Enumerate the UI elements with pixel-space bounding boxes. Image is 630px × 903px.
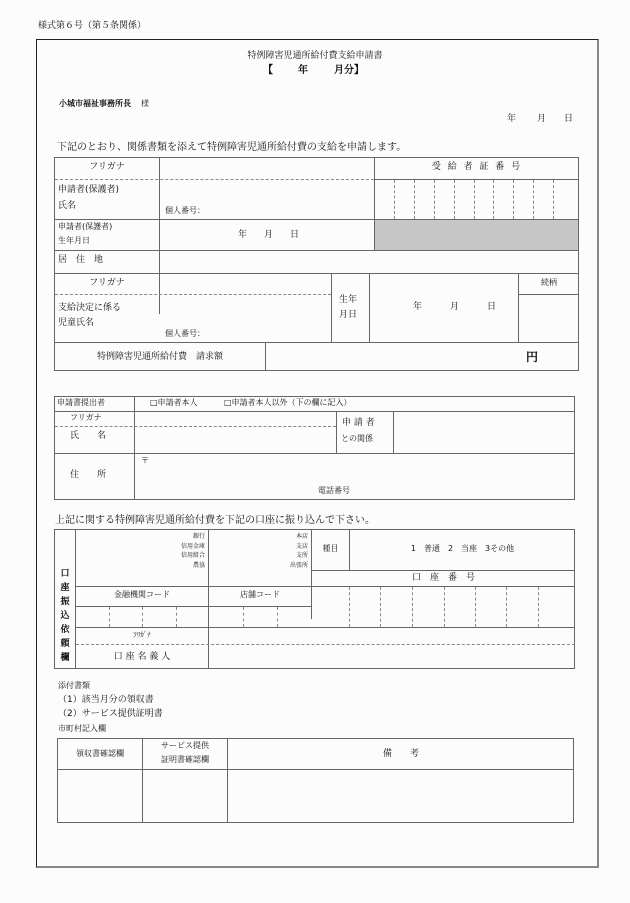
bank-intro: 上記に関する特例障害児通所給付費を下記の口座に振り込んで下さい。 xyxy=(55,515,375,526)
applicant-furigana-label: フリガナ xyxy=(89,162,125,172)
form-title: 特例障害児通所給付費支給申請書 xyxy=(247,51,383,61)
service-cert-check-label-1: サービス提供 xyxy=(161,741,209,750)
submitter-relation-field[interactable] xyxy=(394,412,574,453)
applicant-dob-label-1: 申請者(保護者) xyxy=(58,222,113,231)
submitter-option-other[interactable]: □申請者本人以外（下の欄に記入） xyxy=(224,398,352,407)
side-char: 頼 xyxy=(60,639,70,649)
branch-type: 支店 xyxy=(295,542,308,550)
phone-label: 電話番号 xyxy=(318,486,350,495)
period-year: 年 xyxy=(298,65,308,76)
attachment-item: （2）サービス提供証明書 xyxy=(58,709,163,719)
relationship-label: 続柄 xyxy=(541,278,557,287)
submitter-name-label: 氏 名 xyxy=(70,431,107,441)
child-personal-number-label: 個人番号： xyxy=(165,329,205,338)
applicant-name-label-2: 氏名 xyxy=(58,201,77,211)
recipient-cert-label: 受 給 者 証 番 号 xyxy=(431,162,523,172)
attachment-item: （1）該当月分の領収書 xyxy=(58,695,154,705)
account-number-label: 口 座 番 号 xyxy=(411,573,475,583)
branch-name-field[interactable] xyxy=(209,530,279,586)
submitter-address-field[interactable] xyxy=(135,454,574,499)
child-dob-label-2: 月日 xyxy=(339,310,358,320)
service-cert-check-field[interactable] xyxy=(143,770,227,822)
submitter-relation-label-2: との関係 xyxy=(341,434,373,443)
branch-type: 支所 xyxy=(295,552,308,559)
applicant-personal-number-label: 個人番号： xyxy=(165,206,205,215)
institution-type: 信用金庫 xyxy=(180,542,205,550)
account-type-label: 種目 xyxy=(322,544,339,553)
applicant-name-label-1: 申請者(保護者) xyxy=(58,185,120,195)
residence-label: 居 住 地 xyxy=(58,255,104,265)
applicant-furigana-field[interactable] xyxy=(160,158,373,179)
institution-code-label: 金融機関コード xyxy=(114,590,170,599)
service-cert-check-label-2: 証明書確認欄 xyxy=(161,755,209,764)
child-furigana-field[interactable] xyxy=(160,274,330,294)
account-holder-field[interactable] xyxy=(209,628,574,668)
side-char: 座 xyxy=(60,583,70,593)
institution-name-field[interactable] xyxy=(76,530,176,586)
applicant-dob-month: 月 xyxy=(264,230,274,240)
submitter-label: 申請書提出者 xyxy=(57,398,105,407)
side-char: 込 xyxy=(60,611,70,621)
submitter-address-label: 住 所 xyxy=(70,470,107,480)
attachments-title: 添付書類 xyxy=(58,681,90,690)
form-number: 様式第６号（第５条関係） xyxy=(38,21,147,31)
branch-type: 本店 xyxy=(295,533,308,540)
child-furigana-label: フリガナ xyxy=(89,278,125,288)
branch-type: 出張所 xyxy=(289,561,308,569)
side-char: 欄 xyxy=(60,653,70,663)
branch-code-label: 店舗コード xyxy=(240,590,280,599)
gray-shaded-cell xyxy=(375,220,578,250)
institution-type: 農協 xyxy=(192,561,205,569)
side-char: 口 xyxy=(60,569,70,579)
receipt-check-field[interactable] xyxy=(58,770,142,822)
relationship-field[interactable] xyxy=(519,295,578,342)
submitter-furigana-label: フリガナ xyxy=(70,413,102,422)
recipient-cert-number-field[interactable] xyxy=(375,180,578,219)
child-name-label-1: 支給決定に係る xyxy=(58,303,122,313)
claim-label: 特例障害児通所給付費 請求額 xyxy=(96,352,223,362)
submitter-relation-label-1: 申 請 者 xyxy=(342,418,375,428)
side-char: 依 xyxy=(60,625,70,635)
bank-side-label xyxy=(57,567,73,665)
claim-currency: 円 xyxy=(526,350,539,364)
submitter-option-self[interactable]: □申請者本人 xyxy=(150,398,198,407)
applicant-dob-day: 日 xyxy=(290,230,300,240)
date-day: 日 xyxy=(564,114,574,124)
date-month: 月 xyxy=(537,114,547,124)
holder-furigana-label: ﾌﾘｶﾞﾅ xyxy=(133,631,151,639)
side-char: 振 xyxy=(60,597,70,607)
remarks-label: 備 考 xyxy=(382,749,419,759)
receipt-check-label: 領収書確認欄 xyxy=(76,749,124,758)
account-type-options[interactable]: 1 普通 2 当座 3その他 xyxy=(410,544,515,553)
branch-code-field[interactable] xyxy=(209,607,311,627)
residence-field[interactable] xyxy=(160,251,578,273)
postal-mark: 〒 xyxy=(141,456,149,465)
remarks-field[interactable] xyxy=(228,770,573,822)
child-dob-label-1: 生年 xyxy=(339,295,358,305)
child-name-label-2: 児童氏名 xyxy=(58,318,95,328)
addressee: 小城市福祉事務所長 xyxy=(59,99,131,108)
institution-type: 信用組合 xyxy=(180,552,205,559)
child-dob-day: 日 xyxy=(487,302,497,312)
municipal-title: 市町村記入欄 xyxy=(58,724,106,733)
period-open: 【 xyxy=(263,65,273,76)
date-year: 年 xyxy=(507,114,517,124)
account-holder-label: 口 座 名 義 人 xyxy=(113,652,171,662)
institution-type: 銀行 xyxy=(192,533,205,540)
submitter-name-field[interactable] xyxy=(135,412,335,453)
period-month: 月分】 xyxy=(334,65,364,76)
applicant-dob-label-2: 生年月日 xyxy=(58,236,90,245)
account-number-field[interactable] xyxy=(312,587,574,627)
intro-text: 下記のとおり、関係書類を添えて特例障害児通所給付費の支給を申請します。 xyxy=(57,142,407,153)
child-dob-month: 月 xyxy=(450,302,460,312)
applicant-dob-year: 年 xyxy=(238,230,248,240)
addressee-honorific: 様 xyxy=(141,99,149,108)
institution-code-field[interactable] xyxy=(76,607,208,627)
child-dob-year: 年 xyxy=(413,302,423,312)
